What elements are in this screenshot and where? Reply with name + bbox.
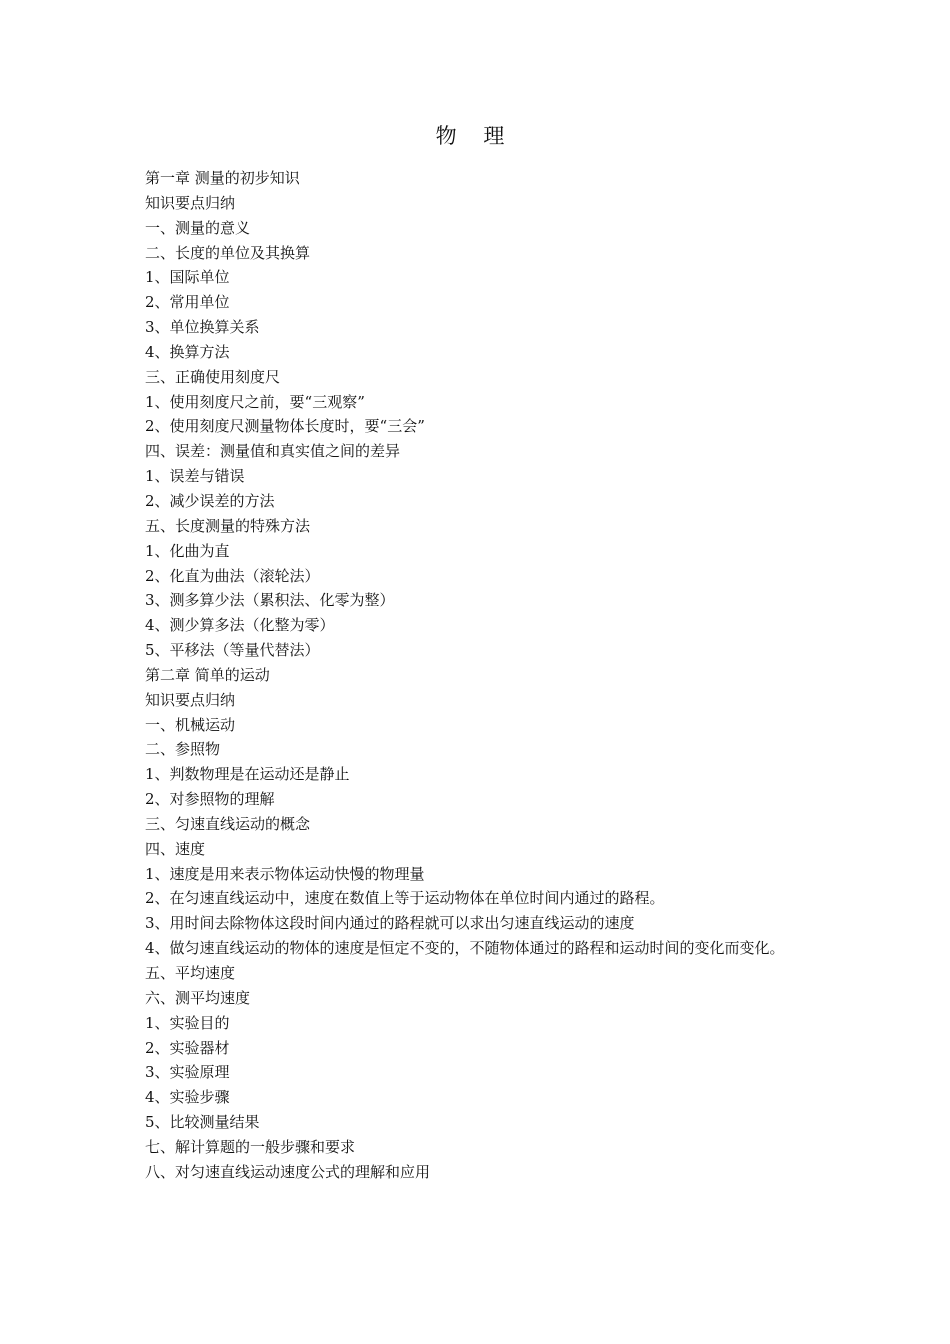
text-line: 2、在匀速直线运动中，速度在数值上等于运动物体在单位时间内通过的路程。 [145, 889, 665, 908]
text-line: 2、使用刻度尺测量物体长度时，要“三会” [145, 417, 425, 436]
text-line: 1、实验目的 [145, 1013, 230, 1032]
text-line: 四、误差：测量值和真实值之间的差异 [145, 442, 401, 461]
text-line: 5、平移法（等量代替法） [145, 641, 320, 660]
text-line: 1、使用刻度尺之前，要“三观察” [145, 392, 365, 411]
text-line: 二、长度的单位及其换算 [145, 243, 311, 262]
text-line: 一、机械运动 [145, 715, 236, 734]
text-line: 2、减少误差的方法 [145, 491, 275, 510]
text-line: 第二章 简单的运动 [145, 665, 270, 684]
text-line: 1、化曲为直 [145, 541, 230, 560]
document-title: 物 理 [435, 124, 515, 148]
text-line: 四、速度 [145, 839, 206, 858]
text-line: 一、测量的意义 [145, 218, 251, 237]
text-line: 2、对参照物的理解 [145, 790, 275, 809]
text-line: 3、用时间去除物体这段时间内通过的路程就可以求出匀速直线运动的速度 [145, 914, 635, 933]
text-line: 八、对匀速直线运动速度公式的理解和应用 [145, 1162, 431, 1181]
text-line: 1、国际单位 [145, 268, 230, 287]
text-line: 2、实验器材 [145, 1038, 230, 1057]
text-line: 1、误差与错误 [145, 467, 245, 486]
text-line: 六、测平均速度 [145, 988, 251, 1007]
text-line: 3、测多算少法（累积法、化零为整） [145, 591, 395, 610]
text-line: 4、测少算多法（化整为零） [145, 616, 335, 635]
text-line: 2、化直为曲法（滚轮法） [145, 566, 320, 585]
text-line: 4、做匀速直线运动的物体的速度是恒定不变的，不随物体通过的路程和运动时间的变化而变化。 [145, 939, 785, 958]
text-line: 1、速度是用来表示物体运动快慢的物理量 [145, 864, 425, 883]
text-line: 第一章 测量的初步知识 [145, 169, 300, 187]
text-line: 五、平均速度 [145, 964, 236, 982]
text-line: 4、换算方法 [145, 342, 230, 361]
text-line: 2、常用单位 [145, 293, 230, 312]
text-line: 二、参照物 [145, 740, 221, 759]
text-line: 知识要点归纳 [145, 690, 236, 709]
text-line: 五、长度测量的特殊方法 [145, 516, 311, 535]
text-line: 5、比较测量结果 [145, 1113, 260, 1132]
text-line: 3、实验原理 [145, 1063, 230, 1082]
text-line: 三、正确使用刻度尺 [145, 367, 281, 386]
text-line: 4、实验步骤 [145, 1088, 230, 1107]
text-line: 1、判数物理是在运动还是静止 [145, 765, 350, 784]
text-line: 七、解计算题的一般步骤和要求 [145, 1137, 356, 1156]
text-line: 3、单位换算关系 [145, 318, 260, 337]
document-body [145, 166, 810, 1185]
text-line: 知识要点归纳 [145, 193, 236, 212]
text-line: 三、匀速直线运动的概念 [145, 814, 311, 833]
